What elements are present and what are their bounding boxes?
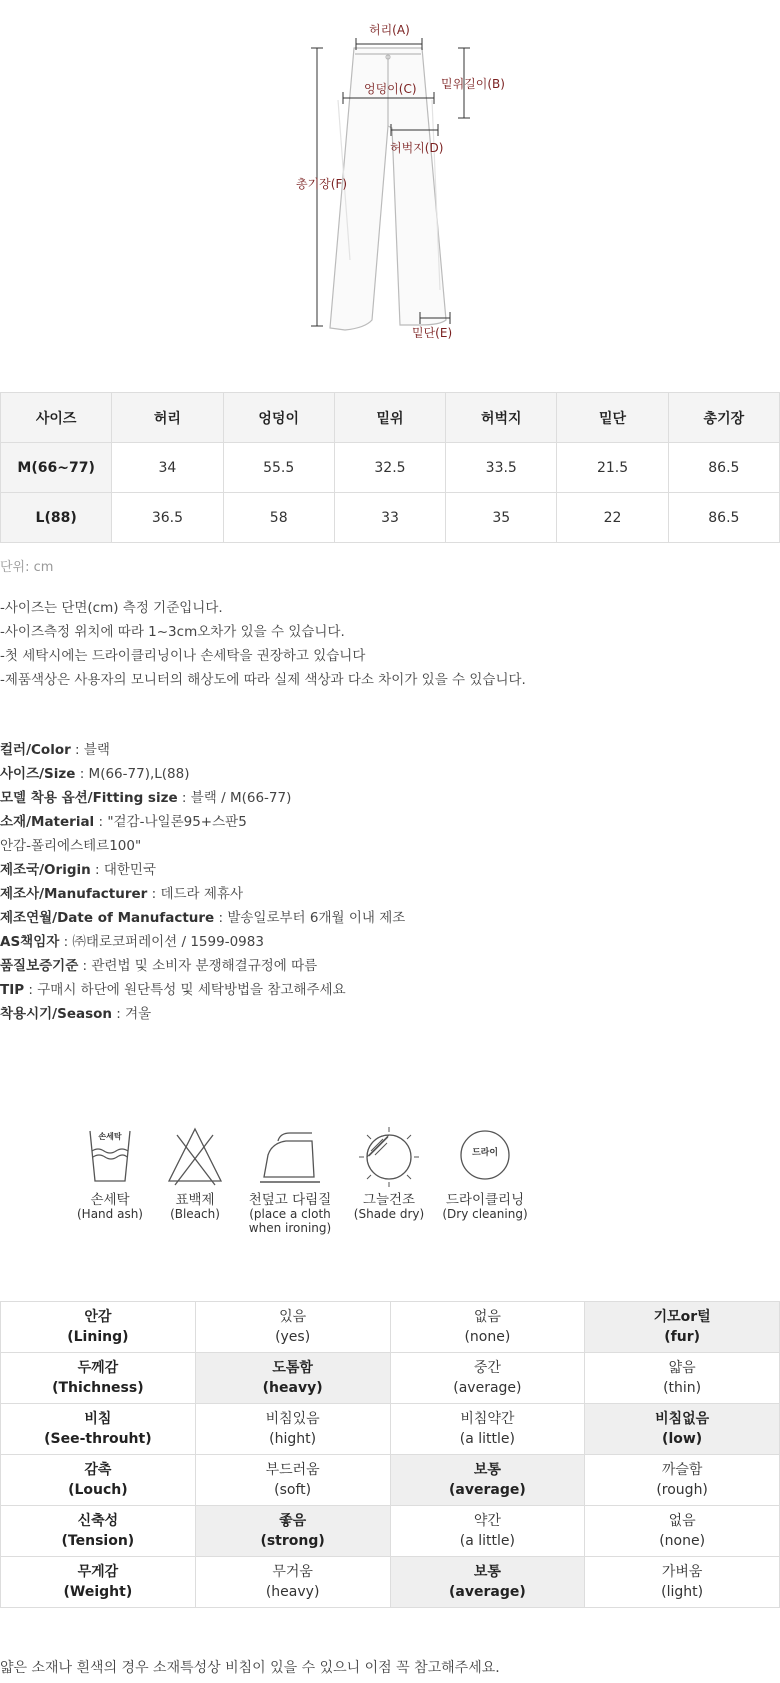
header-waist: 허리	[112, 393, 223, 443]
table-cell: 58	[223, 493, 334, 543]
spec-value: : ㈜태로코퍼레이션 / 1599-0983	[59, 934, 264, 950]
spec-key: 제조사/Manufacturer	[0, 886, 148, 902]
table-row	[1, 493, 780, 543]
no-bleach-icon	[165, 1125, 225, 1187]
header-hip: 엉덩이	[223, 393, 334, 443]
spec-value: : 관련법 및 소비자 분쟁해결규정에 따름	[78, 958, 318, 974]
table-cell: 86.5	[668, 493, 779, 543]
feature-option: 비침없음 (low)	[585, 1404, 780, 1455]
label-hem: 밑단(E)	[412, 326, 453, 340]
feature-head: 감촉 (Louch)	[1, 1455, 196, 1506]
care-dry-cleaning	[435, 1125, 535, 1221]
feature-option: 좋음 (strong)	[195, 1506, 390, 1557]
care-label-en: (Hand ash)	[77, 1207, 143, 1221]
spec-key: 제조국/Origin	[0, 862, 91, 878]
spec-row	[0, 906, 405, 930]
spec-row	[0, 858, 405, 882]
feature-option: 비침있음 (hight)	[195, 1404, 390, 1455]
header-thigh: 허벅지	[446, 393, 557, 443]
dry-cleaning-tag: 드라이	[471, 1148, 499, 1158]
header-length: 총기장	[668, 393, 779, 443]
care-shade-dry	[339, 1125, 439, 1221]
note-item: -사이즈측정 위치에 따라 1~3cm오차가 있을 수 있습니다.	[0, 624, 345, 640]
spec-value: : 발송일로부터 6개월 이내 제조	[214, 910, 406, 926]
shade-dry-icon	[357, 1125, 421, 1187]
header-size: 사이즈	[1, 393, 112, 443]
feature-option: 기모or털 (fur)	[585, 1302, 780, 1353]
table-row	[1, 443, 780, 493]
iron-with-cloth-icon	[258, 1125, 322, 1187]
label-hip: 엉덩이(C)	[364, 82, 417, 96]
table-cell: 35	[446, 493, 557, 543]
dry-cleaning-icon	[453, 1125, 517, 1187]
table-cell: 34	[112, 443, 223, 493]
feature-head: 비침 (See-throuht)	[1, 1404, 196, 1455]
spec-key: 품질보증기준	[0, 958, 79, 974]
care-label: 손세탁	[90, 1192, 130, 1208]
spec-value: : 데드라 제휴사	[147, 886, 244, 902]
feature-option: 중간 (average)	[390, 1353, 585, 1404]
table-cell: 86.5	[668, 443, 779, 493]
care-iron-with-cloth	[240, 1125, 340, 1235]
feature-row-thickness	[1, 1353, 780, 1404]
spec-row	[0, 978, 405, 1002]
feature-row-tension	[1, 1506, 780, 1557]
care-label: 천덮고 다림질	[248, 1192, 332, 1208]
spec-row	[0, 1002, 405, 1026]
care-label-en: (place a cloth	[249, 1207, 331, 1221]
table-cell: 55.5	[223, 443, 334, 493]
spec-value: 안감-폴리에스테르100"	[0, 838, 142, 854]
care-label-en: (Shade dry)	[353, 1207, 425, 1221]
feature-option: 없음 (none)	[585, 1506, 780, 1557]
spec-key: TIP	[0, 982, 25, 998]
feature-option: 도톰함 (heavy)	[195, 1353, 390, 1404]
feature-head: 무게감 (Weight)	[1, 1557, 196, 1608]
spec-key: 소재/Material	[0, 814, 95, 830]
size-name: M(66~77)	[1, 443, 112, 493]
spec-row	[0, 930, 405, 954]
spec-key: AS책임자	[0, 934, 60, 950]
label-rise: 밑위길이(B)	[441, 77, 505, 91]
spec-row	[0, 738, 405, 762]
spec-value: : 겨울	[112, 1006, 152, 1022]
spec-value: : 블랙 / M(66-77)	[177, 790, 292, 806]
feature-option: 보통 (average)	[390, 1557, 585, 1608]
feature-option: 무거움 (heavy)	[195, 1557, 390, 1608]
care-label-en: (Dry cleaning)	[442, 1207, 528, 1221]
feature-option: 있음 (yes)	[195, 1302, 390, 1353]
table-cell: 22	[557, 493, 668, 543]
note-item: -사이즈는 단면(cm) 측정 기준입니다.	[0, 600, 223, 616]
spec-row	[0, 762, 405, 786]
spec-row	[0, 954, 405, 978]
table-cell: 33.5	[446, 443, 557, 493]
note-item: -제품색상은 사용자의 모니터의 해상도에 따라 실제 색상과 다소 차이가 있을 수 있습니다.	[0, 672, 526, 688]
feature-row-lining	[1, 1302, 780, 1353]
pants-measurement-diagram	[0, 0, 780, 370]
spec-key: 제조연월/Date of Manufacture	[0, 910, 215, 926]
spec-key: 사이즈/Size	[0, 766, 76, 782]
care-label: 드라이클리닝	[445, 1192, 525, 1208]
care-label: 그늘건조	[362, 1192, 416, 1208]
header-hem: 밑단	[557, 393, 668, 443]
spec-value: : M(66-77),L(88)	[75, 766, 190, 782]
spec-key: 모델 착용 옵션/Fitting size	[0, 790, 178, 806]
fabric-feature-table	[0, 1301, 780, 1608]
spec-row	[0, 810, 405, 834]
footnote: 얇은 소재나 흰색의 경우 소재특성상 비침이 있을 수 있으니 이점 꼭 참고해주세요.	[0, 1660, 500, 1676]
feature-option: 보통 (average)	[390, 1455, 585, 1506]
care-label: 표백제	[175, 1192, 215, 1208]
feature-option: 약간 (a little)	[390, 1506, 585, 1557]
feature-head: 신축성 (Tension)	[1, 1506, 196, 1557]
spec-value: : 구매시 하단에 원단특성 및 세탁방법을 참고해주세요	[24, 982, 346, 998]
feature-row-touch	[1, 1455, 780, 1506]
product-specs	[0, 738, 405, 1026]
table-cell: 32.5	[334, 443, 445, 493]
spec-row	[0, 882, 405, 906]
label-length: 총기장(F)	[296, 177, 348, 191]
spec-key: 컬러/Color	[0, 742, 71, 758]
feature-option: 부드러움 (soft)	[195, 1455, 390, 1506]
feature-row-see-through	[1, 1404, 780, 1455]
feature-option: 비침약간 (a little)	[390, 1404, 585, 1455]
table-cell: 33	[334, 493, 445, 543]
unit-label: 단위: cm	[0, 560, 54, 575]
feature-option: 까슬함 (rough)	[585, 1455, 780, 1506]
care-label-en: (Bleach)	[170, 1207, 220, 1221]
spec-value: : 블랙	[70, 742, 110, 758]
care-label-en-line2: when ironing)	[248, 1221, 332, 1235]
table-cell: 21.5	[557, 443, 668, 493]
spec-key: 착용시기/Season	[0, 1006, 113, 1022]
size-table-header-row	[1, 393, 780, 443]
feature-head: 두께감 (Thichness)	[1, 1353, 196, 1404]
size-table	[0, 392, 780, 543]
feature-head: 안감 (Lining)	[1, 1302, 196, 1353]
table-cell: 36.5	[112, 493, 223, 543]
feature-option: 얇음 (thin)	[585, 1353, 780, 1404]
hand-wash-icon	[80, 1125, 140, 1187]
spec-row	[0, 786, 405, 810]
spec-value: : "겉감-나일론95+스판5	[94, 814, 247, 830]
label-thigh: 허벅지(D)	[390, 141, 444, 155]
size-notes	[0, 596, 526, 692]
feature-option: 가벼움 (light)	[585, 1557, 780, 1608]
spec-value: : 대한민국	[90, 862, 157, 878]
note-item: -첫 세탁시에는 드라이클리닝이나 손세탁을 권장하고 있습니다	[0, 648, 366, 664]
hand-wash-tag: 손세탁	[98, 1132, 122, 1141]
header-rise: 밑위	[334, 393, 445, 443]
spec-row	[0, 834, 405, 858]
label-waist: 허리(A)	[369, 23, 410, 37]
size-name: L(88)	[1, 493, 112, 543]
care-no-bleach	[145, 1125, 245, 1221]
feature-row-weight	[1, 1557, 780, 1608]
feature-option: 없음 (none)	[390, 1302, 585, 1353]
